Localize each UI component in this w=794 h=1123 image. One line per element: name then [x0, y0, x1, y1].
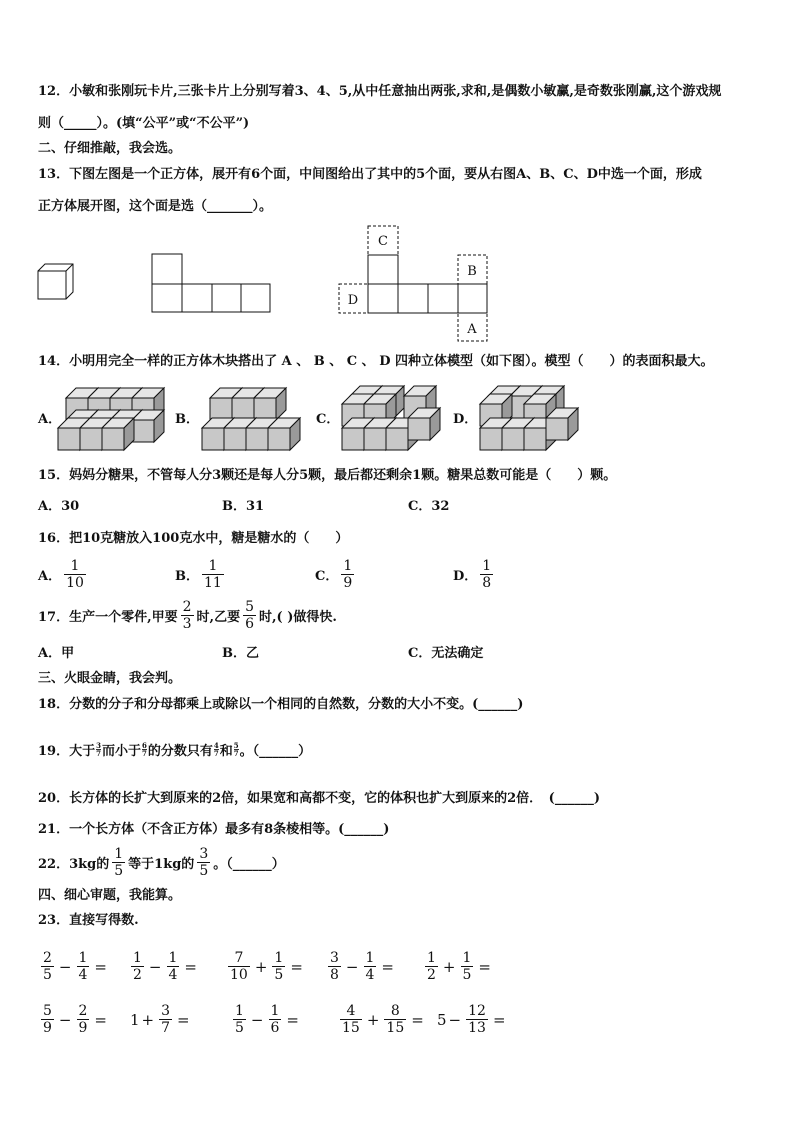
q16-stem: 16．把10克糖放入100克水中，糖是糖水的（ ） — [38, 531, 349, 546]
calc-expression: $\frac{1}{2}$ + $\frac{1}{5}$ = — [427, 950, 491, 983]
q17-option-b: B．乙 — [222, 646, 259, 661]
q14-models — [0, 382, 794, 457]
q15-stem: 15．妈妈分糖果，不管每人分3颗还是每人分5颗，最后都还剩余1颗。糖果总数可能是（ ）颗。 — [38, 468, 617, 483]
q13-line2: 正方体展开图，这个面是选（_______）。 — [38, 199, 273, 214]
model-b — [202, 388, 300, 450]
q17-option-c: C．无法确定 — [408, 646, 484, 661]
q16-option-b: B． $\frac{1}{11}$ — [175, 558, 222, 591]
q15-option-c: C．32 — [408, 499, 450, 514]
calc-expression: $\frac{4}{15}$ + $\frac{8}{15}$ = — [342, 1003, 424, 1036]
face-b-label: B — [467, 264, 477, 279]
calc-expression: $\frac{5}{9}$ − $\frac{2}{9}$ = — [43, 1003, 107, 1036]
q13-line1: 13．下图左图是一个正方体，展开有6个面，中间图给出了其中的5个面，要从右图A、B、C、D中选一个面，形成 — [38, 167, 702, 182]
section-3-heading: 三、火眼金睛，我会判。 — [38, 671, 182, 686]
section-2-heading: 二、仔细推敲，我会选。 — [38, 141, 182, 156]
calc-expression: $\frac{3}{8}$ − $\frac{1}{4}$ = — [330, 950, 394, 983]
calc-expression: $\frac{1}{5}$ − $\frac{1}{6}$ = — [235, 1003, 299, 1036]
q16-option-c: C． $\frac{1}{9}$ — [315, 558, 353, 591]
model-d — [480, 386, 578, 450]
calc-expression: 1 + $\frac{3}{7}$ = — [130, 1003, 190, 1036]
q14-option-d-label: D． — [453, 412, 478, 427]
q13-figures — [0, 220, 794, 345]
q16-option-d: D． $\frac{1}{8}$ — [453, 558, 492, 591]
face-a-label: A — [467, 322, 477, 337]
model-a — [58, 388, 164, 450]
q17-option-a: A．甲 — [38, 646, 75, 661]
face-c-label: C — [378, 234, 388, 249]
q14-option-b-label: B． — [175, 412, 199, 427]
calc-expression: $\frac{2}{5}$ − $\frac{1}{4}$ = — [43, 950, 107, 983]
q15-option-b: B．31 — [222, 499, 265, 514]
q21-text: 21．一个长方体（不含正方体）最多有8条棱相等。(______) — [38, 822, 390, 837]
q20-text: 20．长方体的长扩大到原来的2倍，如果宽和高都不变，它的体积也扩大到原来的2倍． (______) — [38, 791, 600, 806]
cube-figure — [38, 264, 73, 299]
q14-option-a-label: A． — [38, 412, 62, 427]
face-d-label: D — [347, 293, 359, 308]
middle-net — [152, 254, 270, 312]
q23-stem: 23．直接写得数. — [38, 913, 139, 928]
q14-stem: 14．小明用完全一样的正方体木块搭出了 A 、 B 、 C 、 D 四种立体模型（如下图）。模型（ ）的表面积最大。 — [38, 354, 714, 369]
q16-option-a: A． $\frac{1}{10}$ — [38, 558, 84, 591]
q18-text: 18．分数的分子和分母都乘上或除以一个相同的自然数，分数的大小不变。(______) — [38, 697, 524, 712]
calc-expression: $\frac{1}{2}$ − $\frac{1}{4}$ = — [133, 950, 197, 983]
calc-expression: $\frac{7}{10}$ + $\frac{1}{5}$ = — [230, 950, 303, 983]
q15-option-a: A．30 — [38, 499, 80, 514]
calc-expression: 5 − $\frac{12}{13}$ = — [437, 1003, 506, 1036]
q12-line1: 12．小敏和张刚玩卡片,三张卡片上分别写着3、4、5,从中任意抽出两张,求和,是偶数小敏赢,是奇数张刚赢,这个游戏规 — [38, 84, 722, 99]
model-c — [342, 386, 440, 450]
q19-text: 19．大于 $\frac{3}{7}$ 而小于 $\frac{6}{7}$ 的分数只有 $\frac{4}{7}$ 和 $\frac{5}{7}$ 。（______） — [38, 741, 312, 759]
section-4-heading: 四、细心审题，我能算。 — [38, 888, 182, 903]
q14-option-c-label: C． — [316, 412, 340, 427]
q22-text: 22．3kg的 $\frac{1}{5}$ 等于1kg的 $\frac{3}{5}$ 。（______） — [38, 846, 285, 879]
q12-line2: 则（_____）。(填“公平”或“不公平”) — [38, 116, 250, 131]
q17-stem: 17．生产一个零件,甲要 $\frac{2}{3}$ 时,乙要 $\frac{5}{6}$ 时,( )做得快. — [38, 599, 337, 632]
